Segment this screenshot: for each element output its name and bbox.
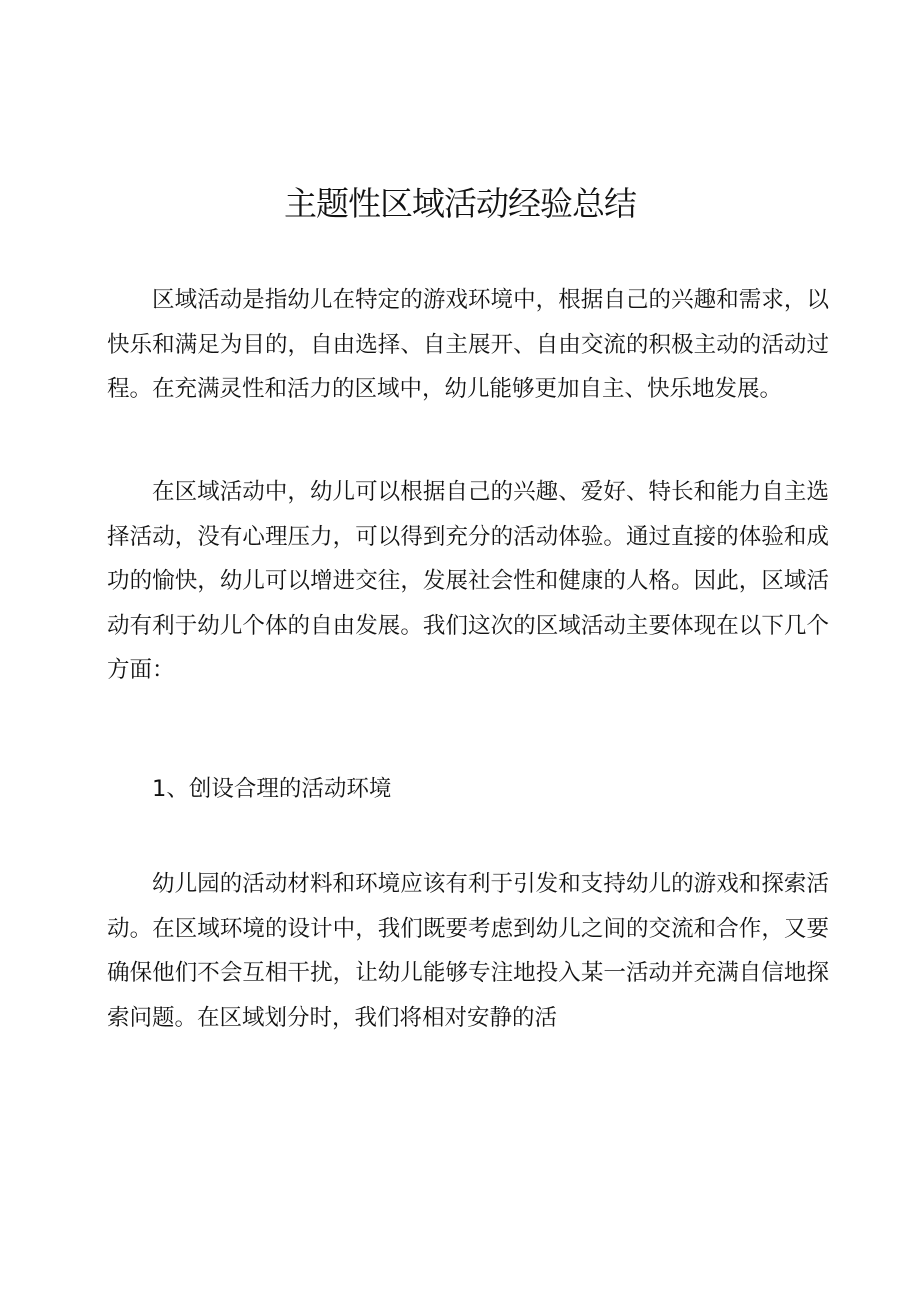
document-title: 主题性区域活动经验总结 (284, 184, 636, 223)
paragraph-benefits: 在区域活动中，幼儿可以根据自己的兴趣、爱好、特长和能力自主选择活动，没有心理压力，可以得到充分的活动体验。通过直接的体验和成功的愉快，幼儿可以增进交往，发展社会性和健康的人格。因此，区域活动有利于幼儿个体的自由发展。我们这次的区域活动主要体现在以下几个方面： (107, 479, 829, 683)
paragraph-environment: 幼儿园的活动材料和环境应该有利于引发和支持幼儿的游戏和探索活动。在区域环境的设计中，我们既要考虑到幼儿之间的交流和合作，又要确保他们不会互相干扰，让幼儿能够专注地投入某一活动并充满自信地探索问题。在区域划分时，我们将相对安静的活 (107, 871, 829, 1031)
paragraph-intro: 区域活动是指幼儿在特定的游戏环境中，根据自己的兴趣和需求，以快乐和满足为目的，自由选择、自主展开、自由交流的积极主动的活动过程。在充满灵性和活力的区域中，幼儿能够更加自主、快乐地发展。 (107, 287, 829, 402)
section-heading-environment: 1、创设合理的活动环境 (152, 776, 392, 802)
